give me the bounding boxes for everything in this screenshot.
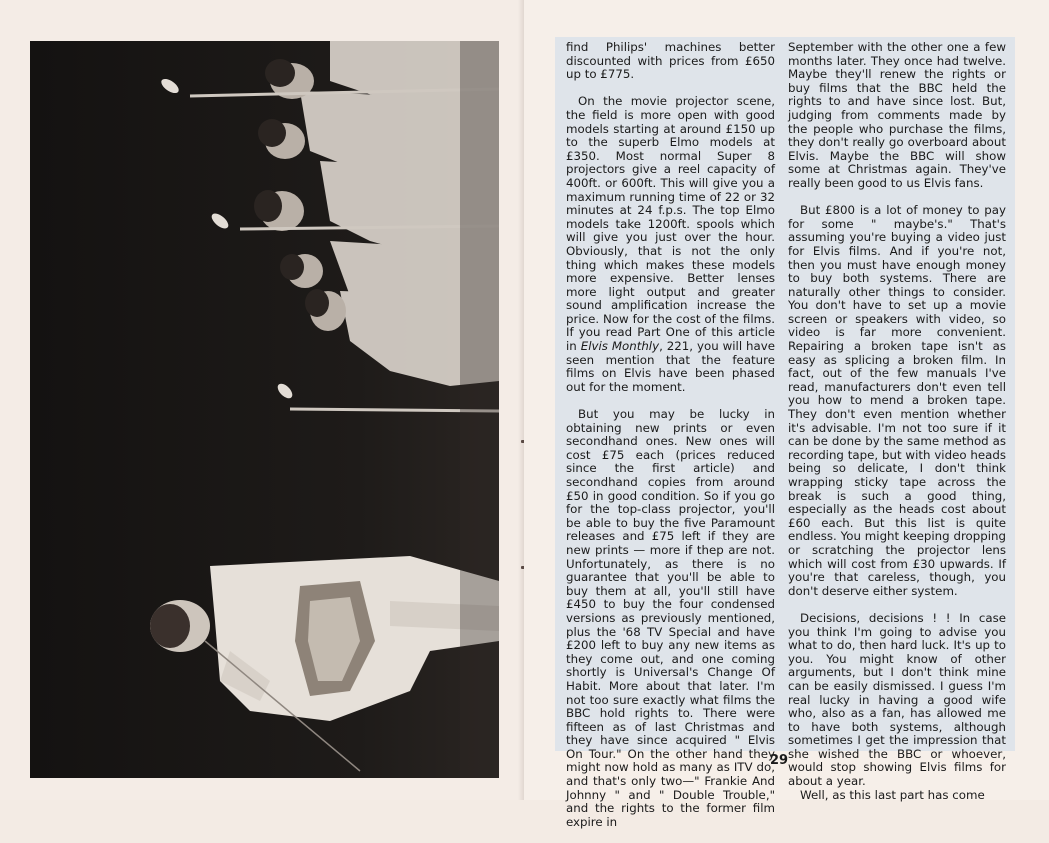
text-column-1 [566,41,775,843]
text-column-1-background [555,37,779,829]
paragraph: But £800 is a lot of money to pay for some " maybe's." That's assuming you're buying a video just for Elvis films. And if you're not, then you must have enough money to buy both systems. There are naturally other things to consider. You don't have to set up a movie screen or speakers with video, so video is far more convenient. Repairing a broken tape isn't as easy as splicing a broken film. In fact, out of the few manuals I've read, manufacturers don't even tell you how to mend a broken tape. They don't even mention whether it's advisable. I'm not too sure if it can be done by the same method as recording tape, but with video heads being so delicate, I don't think wrapping sticky tape across the break is such a good thing, especially as the heads cost about £60 each. But this list is quite endless. You might keeping dropping or scratching the projector lens which will cost from £30 upwards. If you're that careless, though, you don't deserve either system. [788,203,1006,598]
paragraph: find Philips' machines better discounted with prices from £650 up to £775. [566,40,775,82]
text-column-2 [788,41,1006,816]
concert-photo-image [30,41,499,778]
paragraph-text: , 221, you will have seen mention that the feature films on Elvis have been phased out for the moment. [566,339,776,394]
left-page [0,0,524,800]
paragraph: September with the other one a few months later. They once had twelve. Maybe they'll renew the rights or buy films that the BBC held the rights to and have since lost. But, judging from comments made by the people who purchase the films, they don't really go overboard about Elvis. Maybe the BBC will show some at Christmas again. They've really been good to us Elvis fans. [788,40,1006,190]
paragraph-text: On the movie projector scene, the field is more open with good models starting at around £150 up to the superb Elmo models at £350. Most normal Super 8 projectors give a reel capacity of 400ft. or 600ft. This will give you a maximum running time of 22 or 32 minutes at 24 f.p.s. The top Elmo models take 1200ft. spools which will give you just over the hour. Obviously, that is not the only thing which makes these models more expensive. Better lenses more light output and greater sound amplification increase the price. Now for the cost of the films. If you read Part One of this article in [566,94,775,354]
magazine-title: Elvis Monthly [580,339,660,354]
paragraph: But you may be lucky in obtaining new prints or even secondhand ones. New ones will cost £75 each (prices reduced since the first article) and secondhand copies from around £50 in good condition. So if you go for the top-class projector, you'll be able to buy the five Paramount releases and £75 left if they are new prints — more if thep are not. Unfortunately, as there is no guarantee that you'll be able to buy them at all, you'll still have £450 to buy the four condensed versions as previously mentioned, plus the '68 TV Special and have £200 left to buy any new items as they come out, and one coming shortly is Universal's Change Of Habit. More about that later. I'm not too sure exactly what films the BBC hold rights to. There were fifteen as of last Christmas and they have since acquired " Elvis On Tour." On the other hand they might now hold as many as ITV do, and that's only two—" Frankie And Johnny " and " Double Trouble," and the rights to the former film expire in [566,407,775,829]
page-number: 29 [770,753,789,768]
concert-photo [30,41,499,778]
paragraph: Well, as this last part has come [800,787,985,802]
paragraph: Decisions, decisions ! ! In case you think I'm going to advise you what to do, then hard luck. It's up to you. You might know of other arguments, but I don't think mine can be easily dismissed. I guess I'm real lucky in having a good wife who, also as a fan, has allowed me to have both systems, although sometimes I get the impression that she wished the BBC or whoever, would stop showing Elvis films for about a year. [788,610,1006,789]
paragraph [566,95,775,394]
